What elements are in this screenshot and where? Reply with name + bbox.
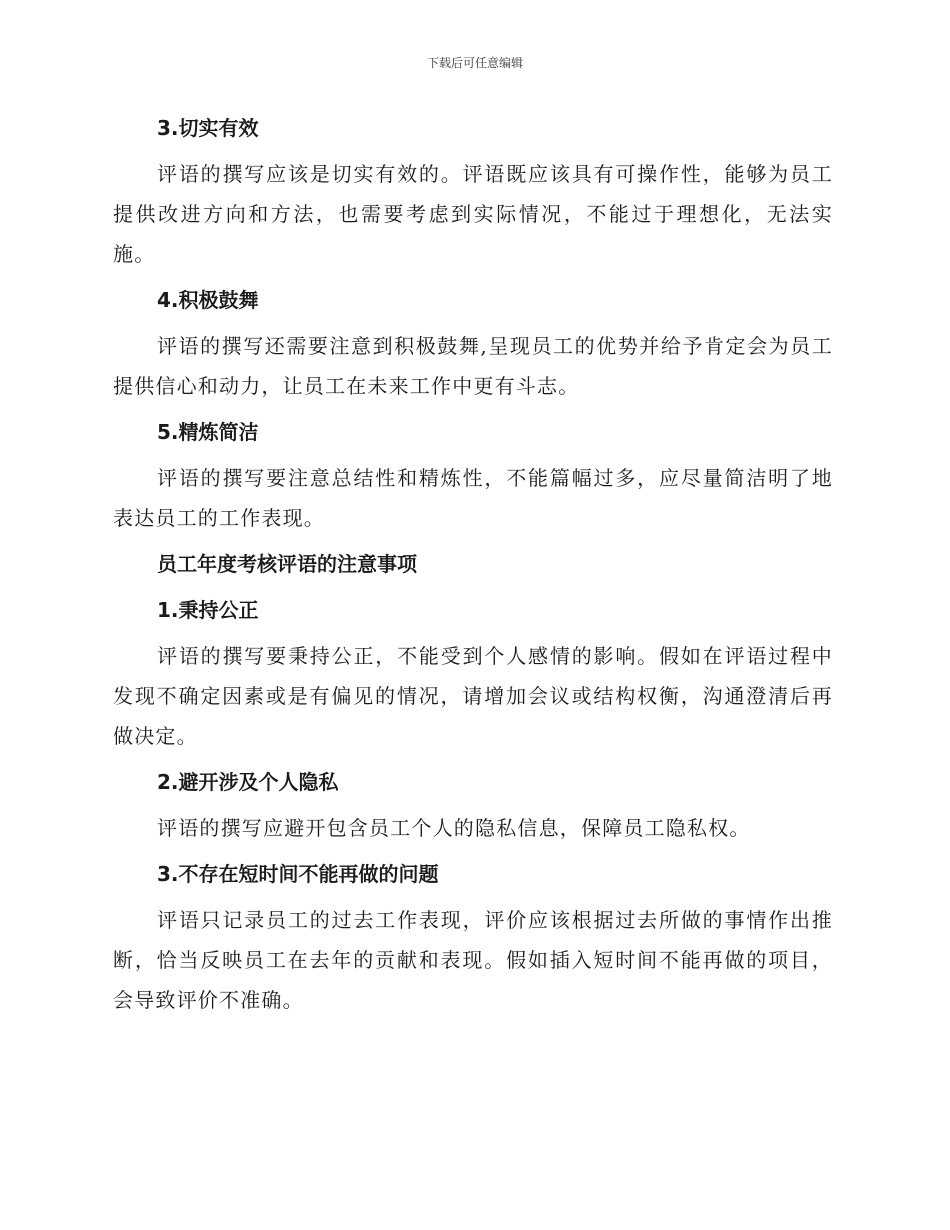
paragraph-concise: 评语的撰写要注意总结性和精炼性，不能篇幅过多，应尽量简洁明了地表达员工的工作表现。: [113, 466, 833, 530]
paragraph-short-term: 评语只记录员工的过去工作表现，评价应该根据过去所做的事情作出推断，恰当反映员工在去年的贡献和表现。假如插入短时间不能再做的项目，会导致评价不准确。: [113, 908, 833, 1012]
section-heading-effective: 3.切实有效: [157, 116, 259, 140]
page-header: 下载后可任意编辑: [426, 56, 523, 70]
section-heading-encouraging: 4.积极鼓舞: [157, 288, 259, 312]
section-heading-fairness: 1.秉持公正: [157, 598, 259, 622]
paragraph-fairness: 评语的撰写要秉持公正，不能受到个人感情的影响。假如在评语过程中发现不确定因素或是有偏见的情况，请增加会议或结构权衡，沟通澄清后再做决定。: [113, 644, 833, 748]
section-heading-privacy: 2.避开涉及个人隐私: [157, 770, 339, 794]
document-body: [113, 108, 833, 1026]
paragraph-encouraging: 评语的撰写还需要注意到积极鼓舞,呈现员工的优势并给予肯定会为员工提供信心和动力，让员工在未来工作中更有斗志。: [113, 334, 833, 398]
section-heading-concise: 5.精炼简洁: [157, 420, 259, 444]
paragraph-effective: 评语的撰写应该是切实有效的。评语既应该具有可操作性，能够为员工提供改进方向和方法，也需要考虑到实际情况，不能过于理想化，无法实施。: [113, 162, 833, 266]
section-heading-notes: 员工年度考核评语的注意事项: [157, 552, 417, 576]
paragraph-privacy: 评语的撰写应避开包含员工个人的隐私信息，保障员工隐私权。: [157, 816, 751, 840]
section-heading-short-term: 3.不存在短时间不能再做的问题: [157, 862, 439, 886]
